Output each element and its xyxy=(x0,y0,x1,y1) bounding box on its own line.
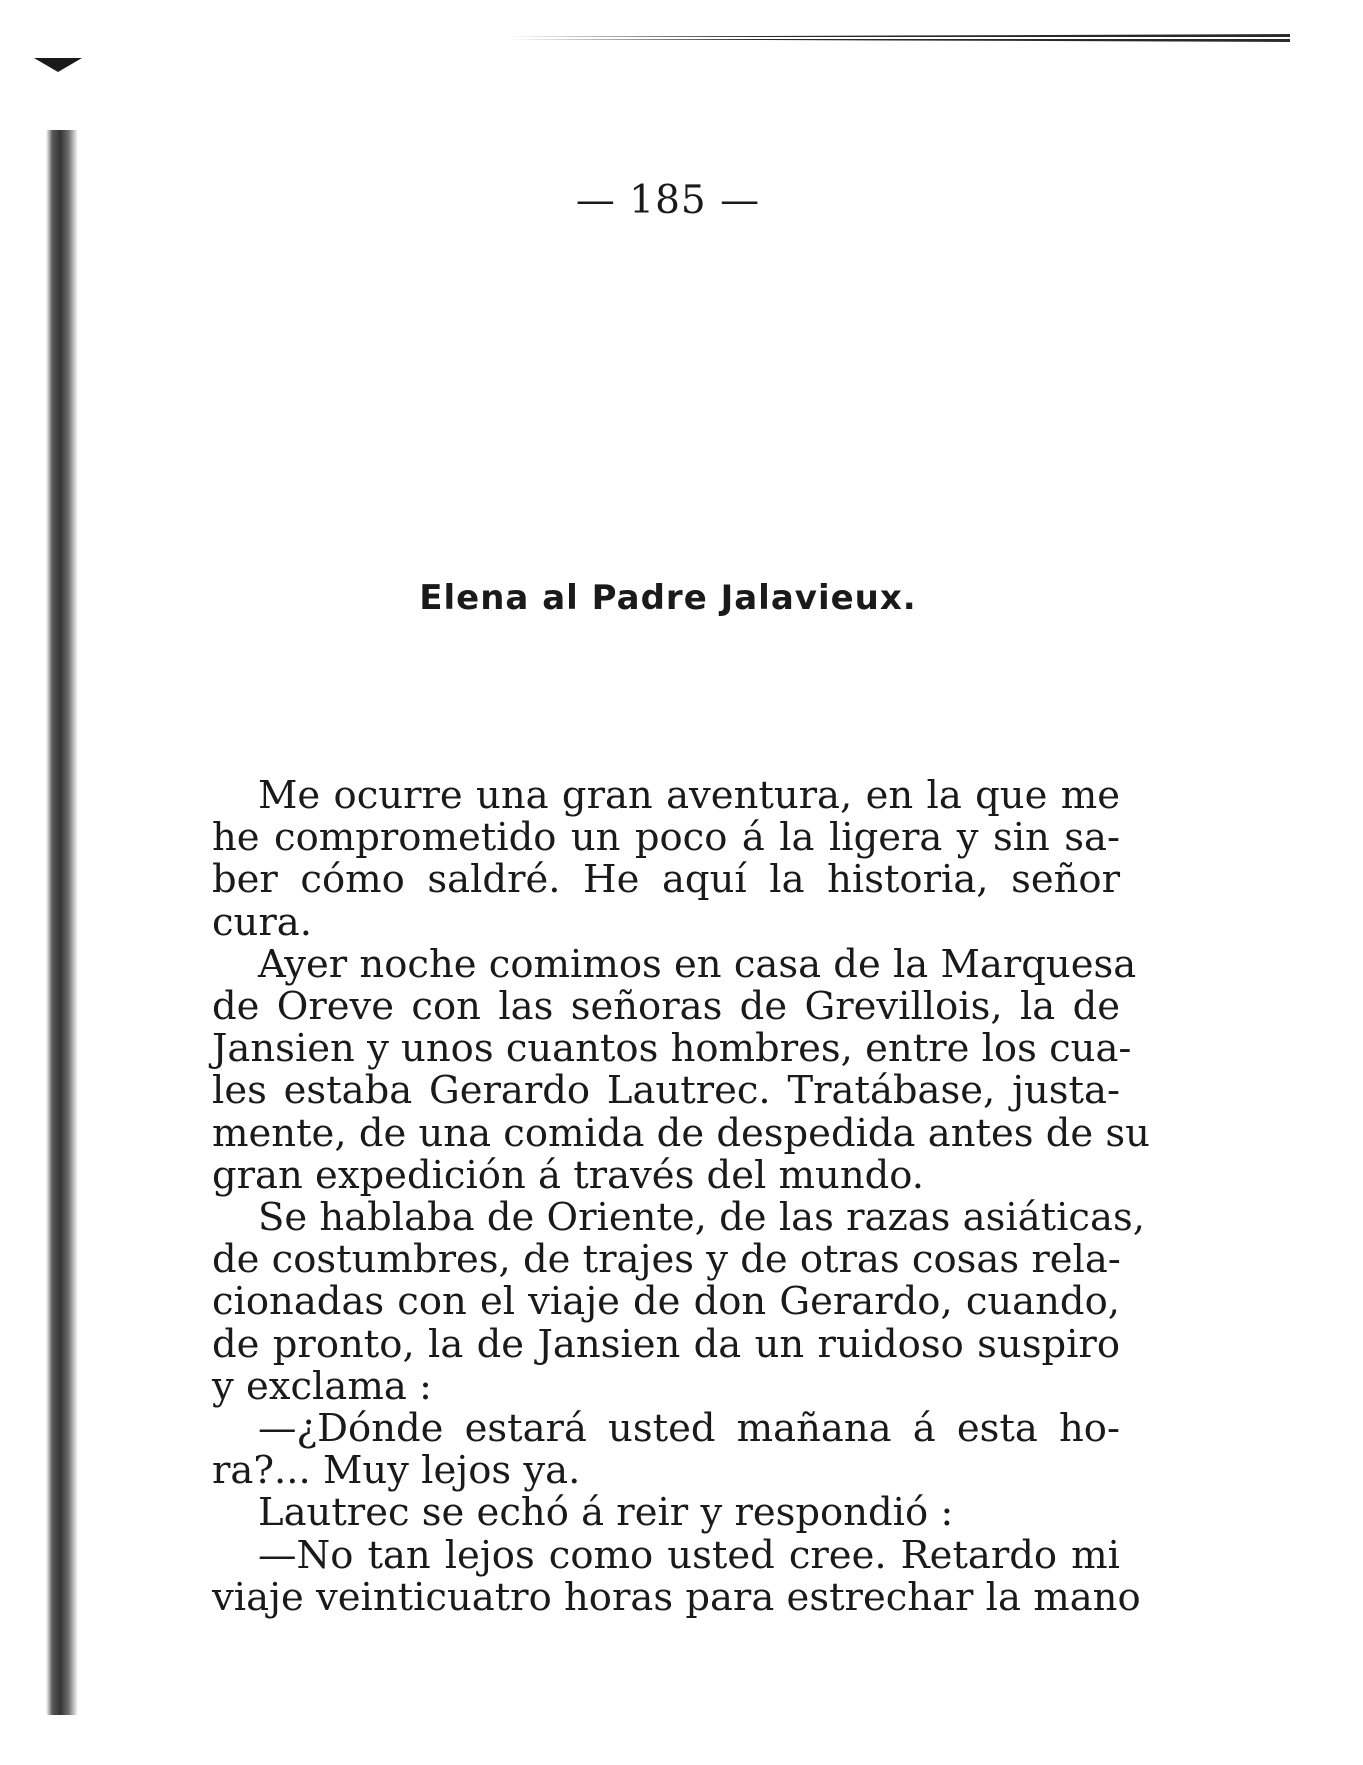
text-line: cura. xyxy=(212,899,312,945)
binding-edge xyxy=(46,130,78,1715)
text-line: cionadas con el viaje de don Gerardo, cuando, xyxy=(212,1279,1120,1325)
text-line: gran expedición á través del mundo. xyxy=(212,1152,925,1198)
body-text xyxy=(212,773,1150,1620)
text-line: Se hablaba de Oriente, de las razas asiáticas, xyxy=(258,1195,1145,1241)
text-line: de Oreve con las señoras de Grevillois, la de xyxy=(212,984,1120,1030)
page-number: — 185 — xyxy=(575,178,761,223)
text-line: —¿Dónde estará usted mañana á esta ho- xyxy=(258,1406,1120,1452)
top-rule xyxy=(468,34,1290,42)
chapter-heading: Elena al Padre Jalavieux. xyxy=(419,578,917,618)
text-line: ber cómo saldré. He aquí la historia, señor xyxy=(212,857,1120,903)
text-line: Ayer noche comimos en casa de la Marquesa xyxy=(258,941,1137,987)
text-line: —No tan lejos como usted cree. Retardo mi xyxy=(258,1532,1120,1578)
text-line: he comprometido un poco á la ligera y sin sa- xyxy=(212,815,1120,861)
text-line: Lautrec se echó á reir y respondió : xyxy=(258,1490,954,1536)
text-line: viaje veinticuatro horas para estrechar la mano xyxy=(212,1574,1141,1620)
text-line: ra?... Muy lejos ya. xyxy=(212,1448,581,1494)
text-line: y exclama : xyxy=(212,1363,432,1409)
text-line: les estaba Gerardo Lautrec. Tratábase, justa- xyxy=(212,1068,1120,1114)
text-line: mente, de una comida de despedida antes de su xyxy=(212,1110,1150,1156)
text-line: Me ocurre una gran aventura, en la que me xyxy=(258,773,1120,818)
text-line: de pronto, la de Jansien da un ruidoso suspiro xyxy=(212,1321,1120,1367)
text-line: Jansien y unos cuantos hombres, entre los cua- xyxy=(212,1026,1132,1072)
text-line: de costumbres, de trajes y de otras cosas rela- xyxy=(212,1237,1121,1283)
corner-mark xyxy=(34,58,82,72)
